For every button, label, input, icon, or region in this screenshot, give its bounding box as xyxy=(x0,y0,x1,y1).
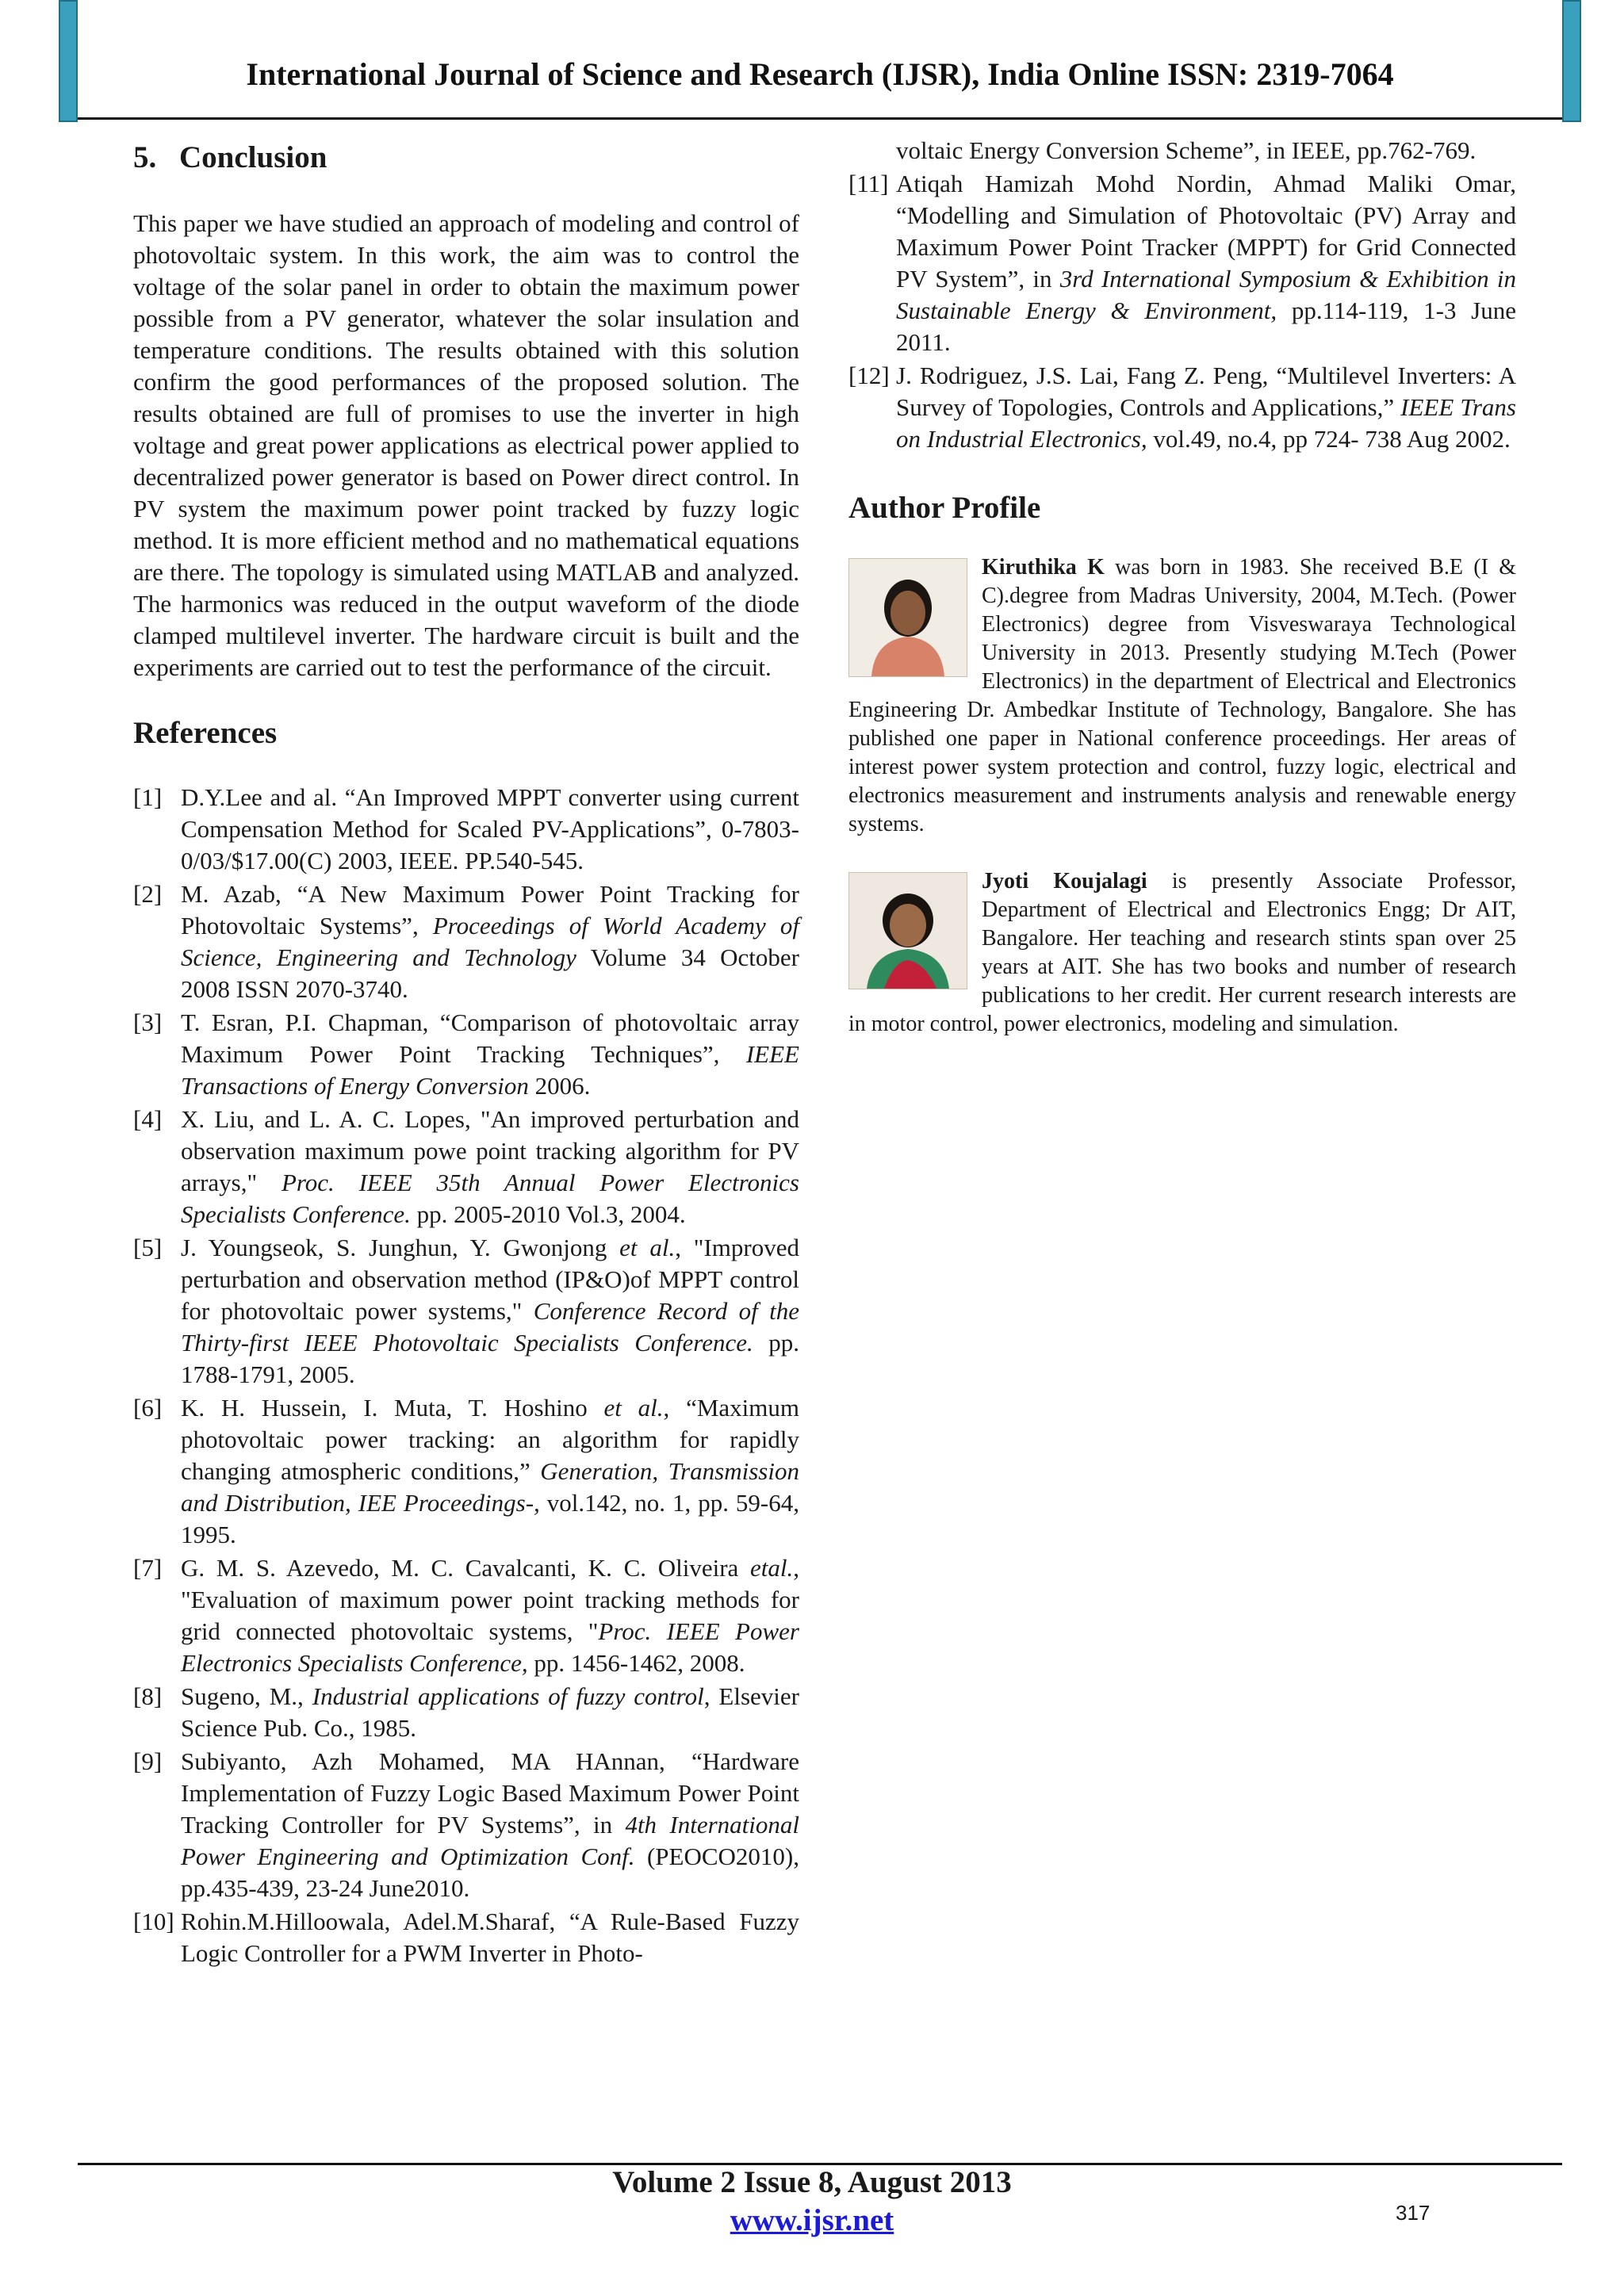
reference-label: [2] xyxy=(133,880,163,908)
header-left-bar xyxy=(59,0,78,122)
reference-text-italic: Proc. IEEE 35th Annual Power Electronics Specialists Conference. xyxy=(181,1169,799,1228)
portrait-icon xyxy=(849,559,967,676)
reference-text-pre: X. Liu, and L. A. C. Lopes, "An improved perturbation and observation maximum powe point tracking algorithm for PV arrays," xyxy=(181,1105,799,1196)
reference-label: [10] xyxy=(133,1908,174,1935)
reference-text-italic2: Conference Record of the Thirty-first IEEE Photovoltaic Specialists Conference. xyxy=(181,1297,799,1357)
reference-item xyxy=(133,1906,799,1969)
author-photo-1 xyxy=(848,558,967,677)
reference-text-pre: D.Y.Lee and al. “An Improved MPPT converter using current Compensation Method for Scaled PV-Applications”, 0-7803-0/03/$17.00(C) 2003, IEEE. PP.540-545. xyxy=(181,783,799,874)
reference-text-pre: Rohin.M.Hilloowala, Adel.M.Sharaf, “A Rule-Based Fuzzy Logic Controller for a PWM Inverter in Photo- xyxy=(181,1908,799,1967)
reference-text-italic: et al. xyxy=(619,1234,676,1261)
reference-text-italic: Proceedings of World Academy of Science, Engineering and Technology xyxy=(181,912,799,971)
reference-text-post: , Elsevier Science Pub. Co., 1985. xyxy=(181,1682,799,1742)
journal-header-title: International Journal of Science and Research (IJSR), India Online ISSN: 2319-7064 xyxy=(246,56,1394,92)
author-photo-2 xyxy=(848,872,967,989)
reference-text-post: , "Evaluation of maximum power point tracking methods for grid connected photovoltaic systems, " xyxy=(181,1554,799,1645)
conclusion-heading-text: Conclusion xyxy=(179,140,327,174)
footer-url-link[interactable]: www.ijsr.net xyxy=(730,2203,894,2237)
reference-text-italic2: Generation, Transmission and Distribution, IEE Proceedings-, xyxy=(181,1457,799,1517)
reference-text-pre: T. Esran, P.I. Chapman, “Comparison of photovoltaic array Maximum Power Point Tracking Techniques”, xyxy=(181,1008,799,1068)
reference-text-italic: 4th International Power Engineering and Optimization Conf. xyxy=(181,1811,799,1870)
reference-item xyxy=(133,1007,799,1102)
author-2-name: Jyoti Koujalagi xyxy=(982,869,1147,894)
reference-text-italic: et al. xyxy=(603,1394,664,1422)
reference-text-pre: Sugeno, M., xyxy=(181,1682,312,1710)
reference-item xyxy=(133,1746,799,1904)
reference-label: [3] xyxy=(133,1008,163,1036)
reference-text-pre: Atiqah Hamizah Mohd Nordin, Ahmad Maliki Omar, “Modelling and Simulation of Photovoltaic (PV) Array and Maximum Power Point Tracker (MPPT) for Grid Connected PV System”, in xyxy=(896,170,1516,293)
reference-text-pre: Subiyanto, Azh Mohamed, MA HAnnan, “Hardware Implementation of Fuzzy Logic Based Maximum Power Point Tracking Controller for PV Systems”, in xyxy=(181,1747,799,1839)
reference-label: [6] xyxy=(133,1394,163,1422)
references-list-continued xyxy=(848,168,1516,455)
author-2-bio: is presently Associate Professor, Department of Electrical and Electronics Engg; Dr AIT, Bangalore. Her teaching and research stints span over 25 years at AIT. She has two books and number of research publications to her credit. Her current research interests are in motor control, power electronics, modeling and simulation. xyxy=(848,869,1517,1036)
reference-text-italic2: Proc. IEEE Power Electronics Specialists Conference, xyxy=(181,1617,799,1677)
reference-10-continued-text: voltaic Energy Conversion Scheme”, in IEEE, pp.762-769. xyxy=(896,136,1477,164)
reference-item xyxy=(133,1681,799,1744)
reference-item xyxy=(848,360,1516,455)
reference-text-post2: pp. 1456-1462, 2008. xyxy=(527,1649,745,1677)
reference-text-pre: J. Rodriguez, J.S. Lai, Fang Z. Peng, “Multilevel Inverters: A Survey of Topologies, Controls and Applications,” xyxy=(896,362,1516,421)
author-1-name: Kiruthika K xyxy=(982,555,1105,580)
conclusion-heading xyxy=(133,136,799,179)
reference-label: [12] xyxy=(848,362,890,389)
conclusion-text: This paper we have studied an approach of modeling and control of photovoltaic system. In this work, the aim was to control the voltage of the solar panel in order to obtain the maximum power possible from a PV generator, whatever the solar insulation and temperature conditions. The results obtained with this solution confirm the good performances of the proposed solution. The results obtained are full of promises to use the inverter in high voltage and great power applications as electrical power applied to decentralized power generator is based on Power direct control. In PV system the maximum power point tracked by fuzzy logic method. It is more efficient method and no mathematical equations are there. The topology is simulated using MATLAB and analyzed. The harmonics was reduced in the output waveform of the diode clamped multilevel inverter. The hardware circuit is built and the experiments are carried out to test the performance of the circuit. xyxy=(133,209,799,681)
reference-item xyxy=(133,1232,799,1391)
reference-text-post: (PEOCO2010), pp.435-439, 23-24 June2010. xyxy=(181,1843,799,1902)
references-list xyxy=(133,782,799,1969)
reference-text-post2: pp. 1788-1791, 2005. xyxy=(181,1329,799,1388)
reference-label: [4] xyxy=(133,1105,163,1133)
references-heading: References xyxy=(133,716,278,750)
reference-label: [7] xyxy=(133,1554,163,1582)
reference-text-post: , “Maximum photovoltaic power tracking: an algorithm for rapidly changing atmospheric conditions,” xyxy=(181,1394,799,1485)
reference-label: [11] xyxy=(848,170,889,197)
author-bio-1 xyxy=(848,553,1516,839)
conclusion-section-number: 5. xyxy=(133,140,157,174)
reference-label: [8] xyxy=(133,1682,163,1710)
reference-text-pre: M. Azab, “A New Maximum Power Point Tracking for Photovoltaic Systems”, xyxy=(181,880,799,939)
footer-volume: Volume 2 Issue 8, August 2013 xyxy=(612,2165,1012,2199)
page-number: 317 xyxy=(1396,2201,1431,2225)
right-column xyxy=(848,135,1516,1039)
author-profile-heading: Author Profile xyxy=(848,491,1041,525)
header-divider xyxy=(78,117,1562,120)
reference-text-post: , "Improved perturbation and observation method (IP&O)of MPPT control for photovoltaic power systems," xyxy=(181,1234,799,1325)
reference-text-italic: IEEE Trans on Industrial Electronics, xyxy=(896,393,1516,453)
reference-text-post2: vol.142, no. 1, pp. 59-64, 1995. xyxy=(181,1489,800,1548)
reference-text-post: vol.49, no.4, pp 724- 738 Aug 2002. xyxy=(1147,425,1511,453)
reference-text-italic: 3rd International Symposium & Exhibition in Sustainable Energy & Environment, xyxy=(896,265,1516,324)
reference-item xyxy=(133,1392,799,1551)
reference-text-italic: etal. xyxy=(750,1554,794,1582)
reference-text-pre: J. Youngseok, S. Junghun, Y. Gwonjong xyxy=(181,1234,620,1261)
reference-text-post: 2006. xyxy=(528,1072,591,1100)
reference-item xyxy=(133,1104,799,1230)
reference-label: [1] xyxy=(133,783,163,811)
reference-label: [9] xyxy=(133,1747,163,1775)
reference-label: [5] xyxy=(133,1234,163,1261)
left-column xyxy=(133,135,799,1971)
author-bio-2 xyxy=(848,867,1516,1039)
reference-item xyxy=(848,168,1516,358)
header-right-bar xyxy=(1562,0,1581,122)
reference-item xyxy=(133,878,799,1005)
reference-text-pre: G. M. S. Azevedo, M. C. Cavalcanti, K. C. Oliveira xyxy=(181,1554,750,1582)
reference-text-post: Volume 34 October 2008 ISSN 2070-3740. xyxy=(181,943,799,1003)
author-1-bio: was born in 1983. She received B.E (I & C).degree from Madras University, 2004, M.Tech. (Power Electronics) degree from Visveswaraya Technological University in 2013. Presently studying M.Tech (Power Electronics) in the department of Electrical and Electronics Engineering Dr. Ambedkar Institute of Technology, Bangalore. She has published one paper in National conference proceedings. Her areas of interest power system protection and control, fuzzy logic, electrical and electronics measurement and instruments analysis and renewable energy systems. xyxy=(848,555,1516,836)
reference-text-post: pp. 2005-2010 Vol.3, 2004. xyxy=(410,1200,686,1228)
reference-text-italic: IEEE Transactions of Energy Conversion xyxy=(181,1040,799,1100)
reference-item xyxy=(133,782,799,877)
reference-10-continued xyxy=(848,135,1516,166)
reference-item xyxy=(133,1552,799,1679)
reference-text-italic: Industrial applications of fuzzy control xyxy=(312,1682,704,1710)
portrait-icon xyxy=(849,873,967,989)
reference-text-post: pp.114-119, 1-3 June 2011. xyxy=(896,297,1517,356)
reference-text-pre: K. H. Hussein, I. Muta, T. Hoshino xyxy=(181,1394,604,1422)
